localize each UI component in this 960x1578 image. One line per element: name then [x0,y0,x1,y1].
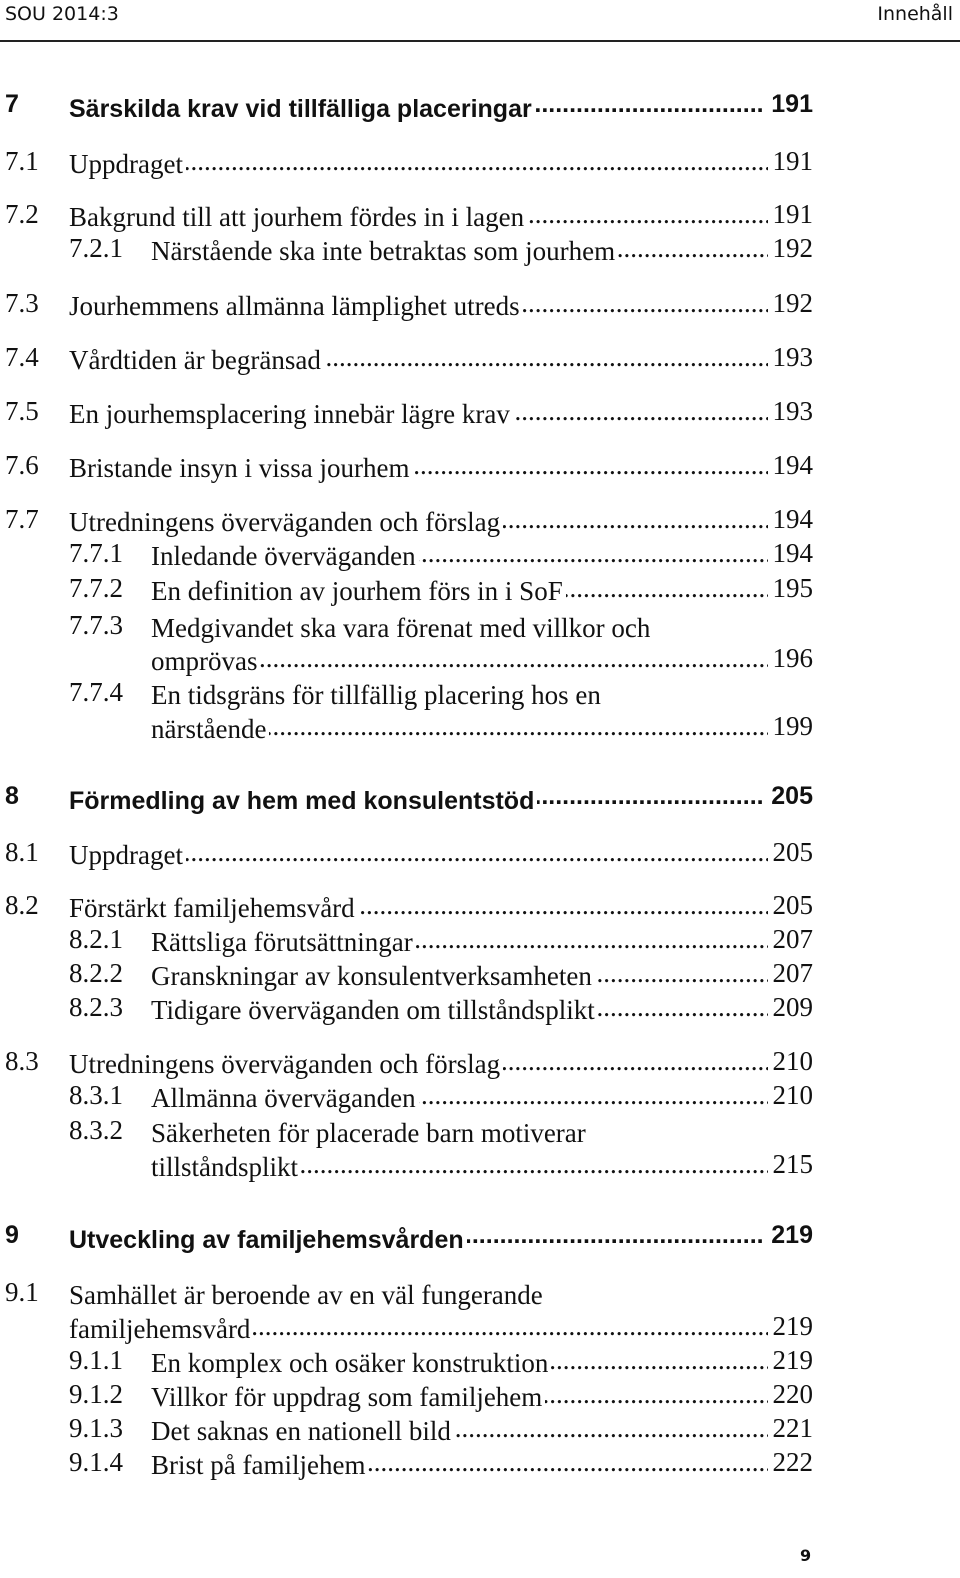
toc-entry-number: 7.6 [5,450,39,480]
toc-entry-title-line [69,90,535,124]
toc-entry-page: 219 [772,1345,813,1375]
toc-entry-title: Närstående ska inte betraktas som jourhem [151,236,618,267]
toc-entry-title-continued: familjehemsvård [69,1314,253,1345]
toc-entry-number: 7 [5,90,19,118]
toc-entry-title: Allmänna överväganden [151,1083,419,1114]
toc-entry-title-line [151,924,416,958]
toc-entry-title: En definition av jourhem förs in i SoF [151,576,566,607]
toc-entry-title: En jourhemsplacering innebär lägre krav [69,399,513,430]
toc-entry-number: 8.2.3 [69,992,123,1022]
toc-entry-number: 8.3.1 [69,1080,123,1110]
toc-entry-title-line [69,450,412,484]
toc-entry-number: 8.3.2 [69,1115,123,1145]
toc-entry-page: 191 [772,146,813,176]
toc-entry-number: 9.1.3 [69,1413,123,1443]
toc-entry-number: 8.2.2 [69,958,123,988]
toc-entry-page: 221 [772,1413,813,1443]
toc-entry-number: 7.7 [5,504,39,534]
toc-entry-title: Rättsliga förutsättningar [151,927,416,958]
running-header-right: Innehåll [877,3,953,25]
toc-entry-page: 205 [772,890,813,920]
toc-entry-title-line [151,958,595,992]
toc-entry-title-continued: omprövas [151,646,260,677]
toc-entry-page: 196 [772,643,813,673]
toc-entry-page: 194 [772,538,813,568]
toc-entry-number: 9.1 [5,1277,39,1307]
toc-entry-page: 191 [772,199,813,229]
toc-entry-title-line [151,677,604,711]
toc-entry-title-line [151,1115,589,1149]
toc-entry-page: 220 [772,1379,813,1409]
toc-entry-title-line [69,1046,503,1080]
toc-entry-number: 7.7.4 [69,677,123,707]
toc-entry-title-line [69,288,523,322]
toc-entry-title: Utredningens överväganden och förslag [69,1049,503,1080]
toc-entry-page: 194 [772,450,813,480]
toc-entry-page: 215 [772,1149,813,1179]
toc-entry-title-line [151,1413,454,1447]
toc-entry-number: 9.1.4 [69,1447,123,1477]
toc-entry-title-line [69,890,358,924]
toc-entry-title-line [151,1447,368,1481]
toc-entry-number: 7.7.3 [69,610,123,640]
toc-entry-number: 7.7.1 [69,538,123,568]
toc-entry-page: 194 [772,504,813,534]
toc-entry-title-line [151,992,598,1026]
toc-entry-title-line [151,538,419,572]
toc-entry-number: 7.1 [5,146,39,176]
toc-entry-title: Förstärkt familjehemsvård [69,893,358,924]
toc-entry-title: Inledande överväganden [151,541,419,572]
toc-entry-title-line [151,610,653,644]
toc-entry-page: 207 [772,958,813,988]
toc-entry-page: 207 [772,924,813,954]
toc-entry-number: 9.1.1 [69,1345,123,1375]
toc-entry-title: Granskningar av konsulentverksamheten [151,961,595,992]
toc-entry-title-line [69,1277,546,1311]
toc-entry-number: 7.5 [5,396,39,426]
toc-entry-page: 210 [772,1080,813,1110]
toc-entry-title: En tidsgräns för tillfällig placering hos en [151,680,604,711]
toc-entry-number: 7.7.2 [69,573,123,603]
toc-entry-title: Uppdraget [69,840,186,871]
toc-entry-title: Utredningens överväganden och förslag [69,507,503,538]
toc-entry-number: 7.2 [5,199,39,229]
toc-entry-title: En komplex och osäker konstruktion [151,1348,551,1379]
toc-entry-page: 205 [771,782,813,810]
toc-entry-title-continued: tillståndsplikt [151,1152,301,1183]
toc-entry-title-line [151,1345,551,1379]
toc-entry-number: 8 [5,782,19,810]
toc-entry-page: 219 [772,1311,813,1341]
toc-entry-page: 192 [772,233,813,263]
toc-entry-title-line [69,396,513,430]
toc-entry-number: 7.2.1 [69,233,123,263]
toc-entry-title-line [69,1221,467,1255]
toc-entry-title: Samhället är beroende av en väl fungerande [69,1280,546,1311]
toc-entry-title: Uppdraget [69,149,186,180]
toc-entry-title-line [151,573,566,607]
toc-entry-page: 219 [771,1221,813,1249]
toc-entry-number: 8.2 [5,890,39,920]
toc-entry-title: Tidigare överväganden om tillståndsplikt [151,995,598,1026]
toc-entry-title-line [151,1149,301,1183]
toc-entry-page: 210 [772,1046,813,1076]
toc-entry-number: 8.2.1 [69,924,123,954]
toc-entry-title-line [151,711,269,745]
toc-entry-title: Bakgrund till att jourhem fördes in i lagen [69,202,527,233]
toc-entry-page: 191 [771,90,813,118]
toc-entry-page: 205 [772,837,813,867]
toc-entry-title: Medgivandet ska vara förenat med villkor och [151,613,653,644]
toc-entry-number: 8.3 [5,1046,39,1076]
toc-entry-page: 195 [772,573,813,603]
toc-entry-page: 192 [772,288,813,318]
toc-entry-title: Säkerheten för placerade barn motiverar [151,1118,589,1149]
toc-entry-title-line [69,146,186,180]
toc-entry-number: 9 [5,1221,19,1249]
toc-entry-title: Det saknas en nationell bild [151,1416,454,1447]
toc-entry-title: Jourhemmens allmänna lämplighet utreds [69,291,523,322]
toc-entry-title-line [69,199,527,233]
toc-entry-title-continued: närstående [151,714,269,745]
toc-entry-title: Särskilda krav vid tillfälliga placeringar [69,95,535,124]
toc-entry-title: Bristande insyn i vissa jourhem [69,453,412,484]
toc-entry-number: 9.1.2 [69,1379,123,1409]
toc-entry-page: 199 [772,711,813,741]
toc-entry-title-line [69,837,186,871]
toc-entry-number: 8.1 [5,837,39,867]
toc-entry-title: Vårdtiden är begränsad [69,345,324,376]
toc-entry-title: Brist på familjehem [151,1450,368,1481]
toc-entry-title: Villkor för uppdrag som familjehem [151,1382,545,1413]
toc-entry-title: Utveckling av familjehemsvården [69,1226,467,1255]
toc-entry-title-line [151,233,618,267]
toc-entry-title-line [151,643,260,677]
toc-entry-title-line [69,782,537,816]
toc-entry-page: 209 [772,992,813,1022]
running-header-left: SOU 2014:3 [5,3,119,25]
toc-entry-title-line [151,1080,419,1114]
toc-entry-title-line [69,504,503,538]
toc-entry-page: 193 [772,342,813,372]
toc-entry-title: Förmedling av hem med konsulentstöd [69,787,537,816]
toc-entry-title-line [69,1311,253,1345]
toc-entry-page: 222 [772,1447,813,1477]
toc-entry-number: 7.3 [5,288,39,318]
toc-entry-page: 193 [772,396,813,426]
page-number: 9 [800,1546,812,1565]
toc-entry-title-line [151,1379,545,1413]
toc-entry-number: 7.4 [5,342,39,372]
toc-entry-title-line [69,342,324,376]
